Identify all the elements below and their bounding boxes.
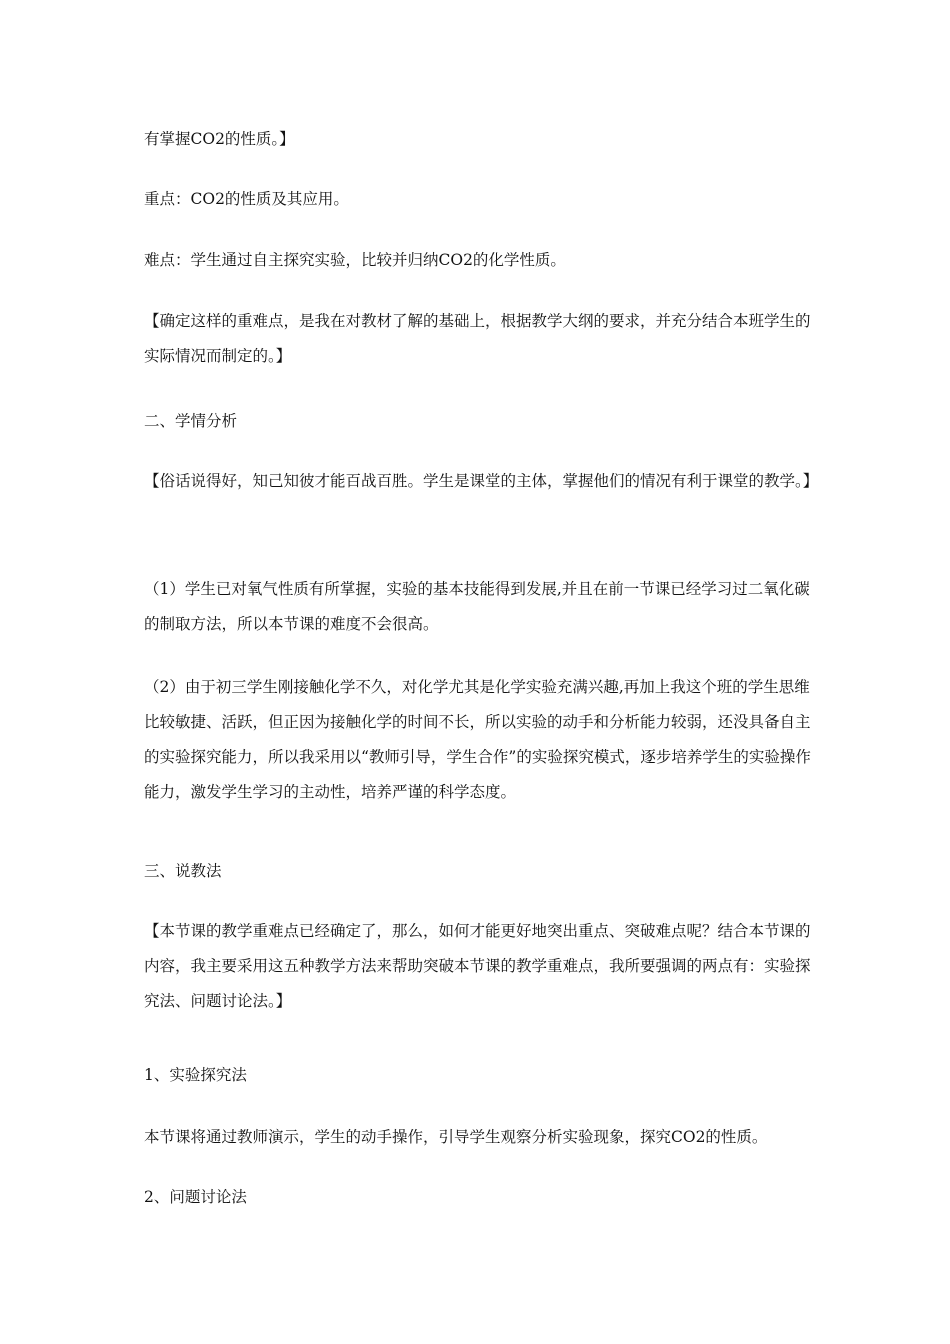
heading-student-analysis: 二、学情分析 <box>144 412 238 430</box>
heading-teaching-method: 三、说教法 <box>144 862 222 880</box>
paragraph-co2-mastery: 有掌握CO2的性质。】 <box>144 130 295 148</box>
heading-discussion-method: 2、问题讨论法 <box>144 1188 247 1206</box>
heading-experiment-method: 1、实验探究法 <box>144 1066 247 1084</box>
paragraph-rationale: 【确定这样的重难点，是我在对教材了解的基础上，根据教学大纲的要求，并充分结合本班学生的实际情况而制定的。】 <box>144 312 811 365</box>
paragraph-point-1: （1）学生已对氧气性质有所掌握，实验的基本技能得到发展,并且在前一节课已经学习过二氧化碳的制取方法，所以本节课的难度不会很高。 <box>144 580 810 633</box>
paragraph-key-point: 重点：CO2的性质及其应用。 <box>144 190 349 208</box>
paragraph-point-2: （2）由于初三学生刚接触化学不久，对化学尤其是化学实验充满兴趣,再加上我这个班的学生思维比较敏捷、活跃，但正因为接触化学的时间不长，所以实验的动手和分析能力较弱，还没具备自主的实验探究能力，所以我采用以“教师引导，学生合作”的实验探究模式，逐步培养学生的实验操作能力，激发学生学习的主动性，培养严谨的科学态度。 <box>144 678 811 801</box>
paragraph-difficulty: 难点：学生通过自主探究实验，比较并归纳CO2的化学性质。 <box>144 251 566 269</box>
paragraph-methods-intro: 【本节课的教学重难点已经确定了，那么，如何才能更好地突出重点、突破难点呢？结合本节课的内容，我主要采用这五种教学方法来帮助突破本节课的教学重难点，我所要强调的两点有：实验探究法、问题讨论法。】 <box>144 922 811 1010</box>
paragraph-experiment-method: 本节课将通过教师演示，学生的动手操作，引导学生观察分析实验现象，探究CO2的性质。 <box>144 1128 768 1146</box>
paragraph-proverb: 【俗话说得好，知己知彼才能百战百胜。学生是课堂的主体，掌握他们的情况有利于课堂的教学。】 <box>144 472 819 490</box>
